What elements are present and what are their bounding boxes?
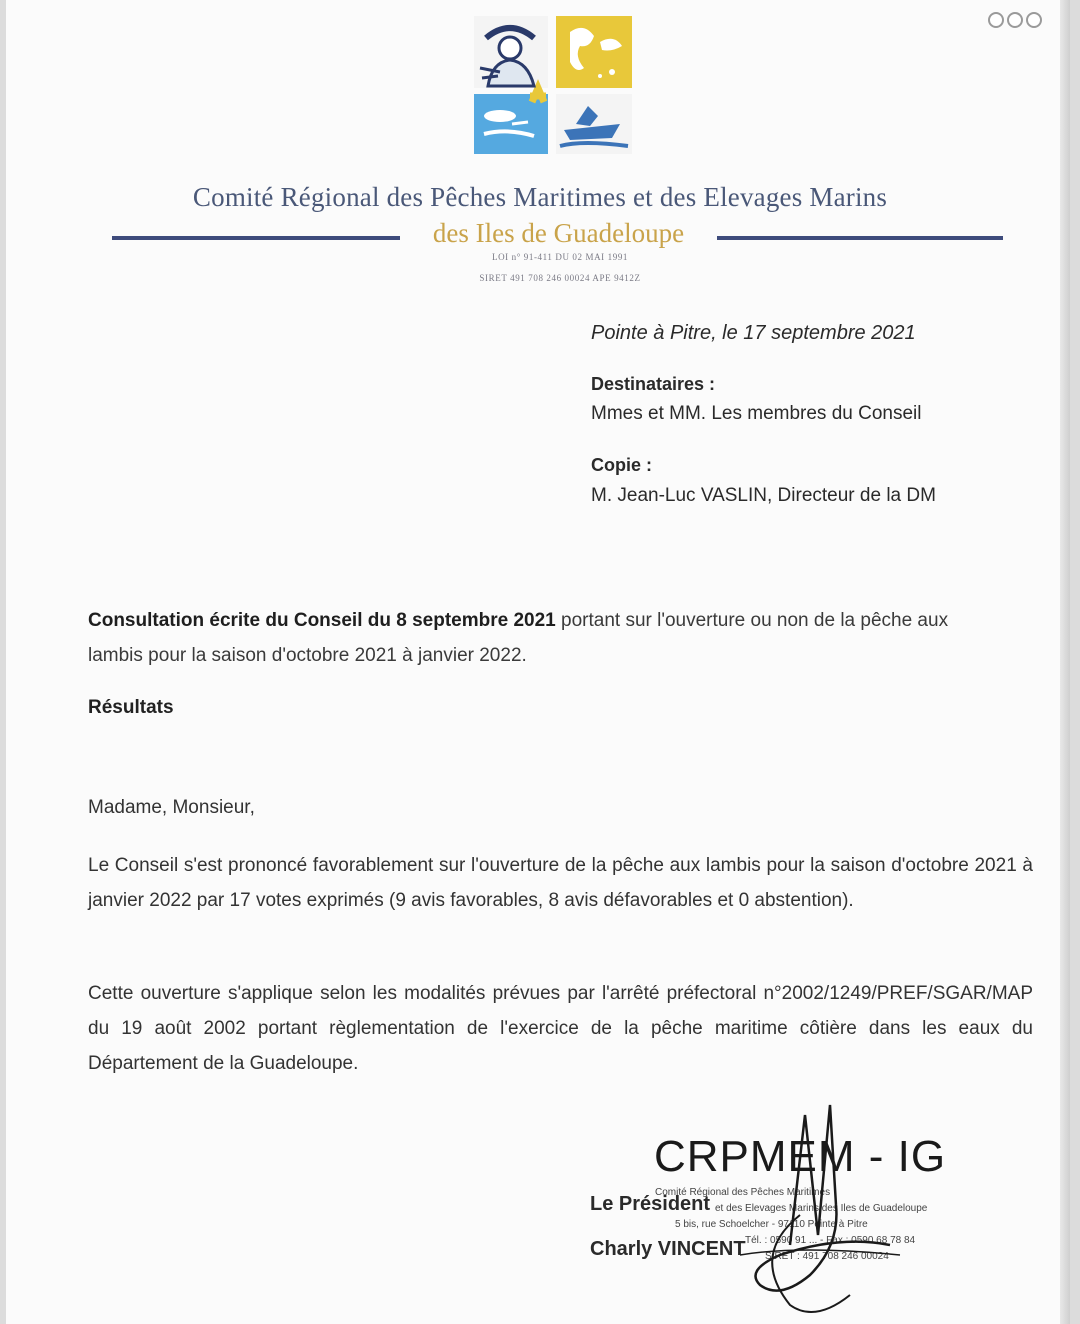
stamp-line: Tél. : 0590 91 ... - Fax : 0590 68 78 84: [745, 1235, 916, 1246]
stamp-title: CRPMEM - IG: [654, 1132, 947, 1181]
legal-reference: LOI n° 91-411 DU 02 MAI 1991: [491, 252, 629, 262]
salutation: Madame, Monsieur,: [88, 797, 255, 818]
dateline: Pointe à Pitre, le 17 septembre 2021: [591, 322, 916, 344]
siret-reference: SIRET 491 708 246 00024 APE 9412Z: [479, 273, 641, 283]
handwritten-signature: [640, 1095, 960, 1315]
letter-subject: [88, 603, 988, 673]
copy-recipient: M. Jean-Luc VASLIN, Directeur de la DM: [591, 485, 936, 506]
crpmem-logo-icon: [472, 12, 637, 157]
copy-label: Copie :: [591, 455, 652, 475]
stamp-line: SIRET : 491 708 246 00024: [765, 1251, 889, 1262]
recipients: Mmes et MM. Les membres du Conseil: [591, 403, 922, 424]
title-rule-left: [112, 236, 400, 240]
recipients-label: Destinataires :: [591, 374, 716, 394]
results-heading: Résultats: [88, 697, 174, 718]
stamp-line: Comité Régional des Pêches Maritimes: [655, 1187, 831, 1198]
stamp-line: 5 bis, rue Schoelcher - 97110 Pointe à Pitre: [675, 1219, 868, 1230]
title-rule-right: [717, 236, 1003, 240]
paragraph-regulation: Cette ouverture s'applique selon les modalités prévues par l'arrêté préfectoral n°2002/1249/PREF/SGAR/MAP du 19 août 2002 portant règlementation de l'exercice de la pêche maritime côtière dans les eaux du Département de la Guadeloupe.: [88, 983, 1033, 1074]
committee-subtitle: des Iles de Guadeloupe: [432, 218, 685, 248]
subject-bold: Consultation écrite du Conseil du 8 septembre 2021: [88, 610, 556, 631]
paragraph-vote-result: Le Conseil s'est prononcé favorablement sur l'ouverture de la pêche aux lambis pour la saison d'octobre 2021 à janvier 2022 par 17 votes exprimés (9 avis favorables, 8 avis défavorables et 0 abstention).: [88, 855, 1033, 911]
subject-rest: portant sur l'ouverture ou non de la pêche aux lambis pour la saison d'octobre 2021 à janvier 2022.: [88, 610, 949, 666]
signatory-title: Le Président: [590, 1193, 711, 1215]
signatory-name: Charly VINCENT: [590, 1238, 746, 1260]
committee-title: Comité Régional des Pêches Maritimes et des Elevages Marins: [192, 182, 888, 212]
more-options-icon[interactable]: [988, 12, 1042, 28]
stamp-line: et des Elevages Marins des Iles de Guadeloupe: [715, 1203, 928, 1214]
